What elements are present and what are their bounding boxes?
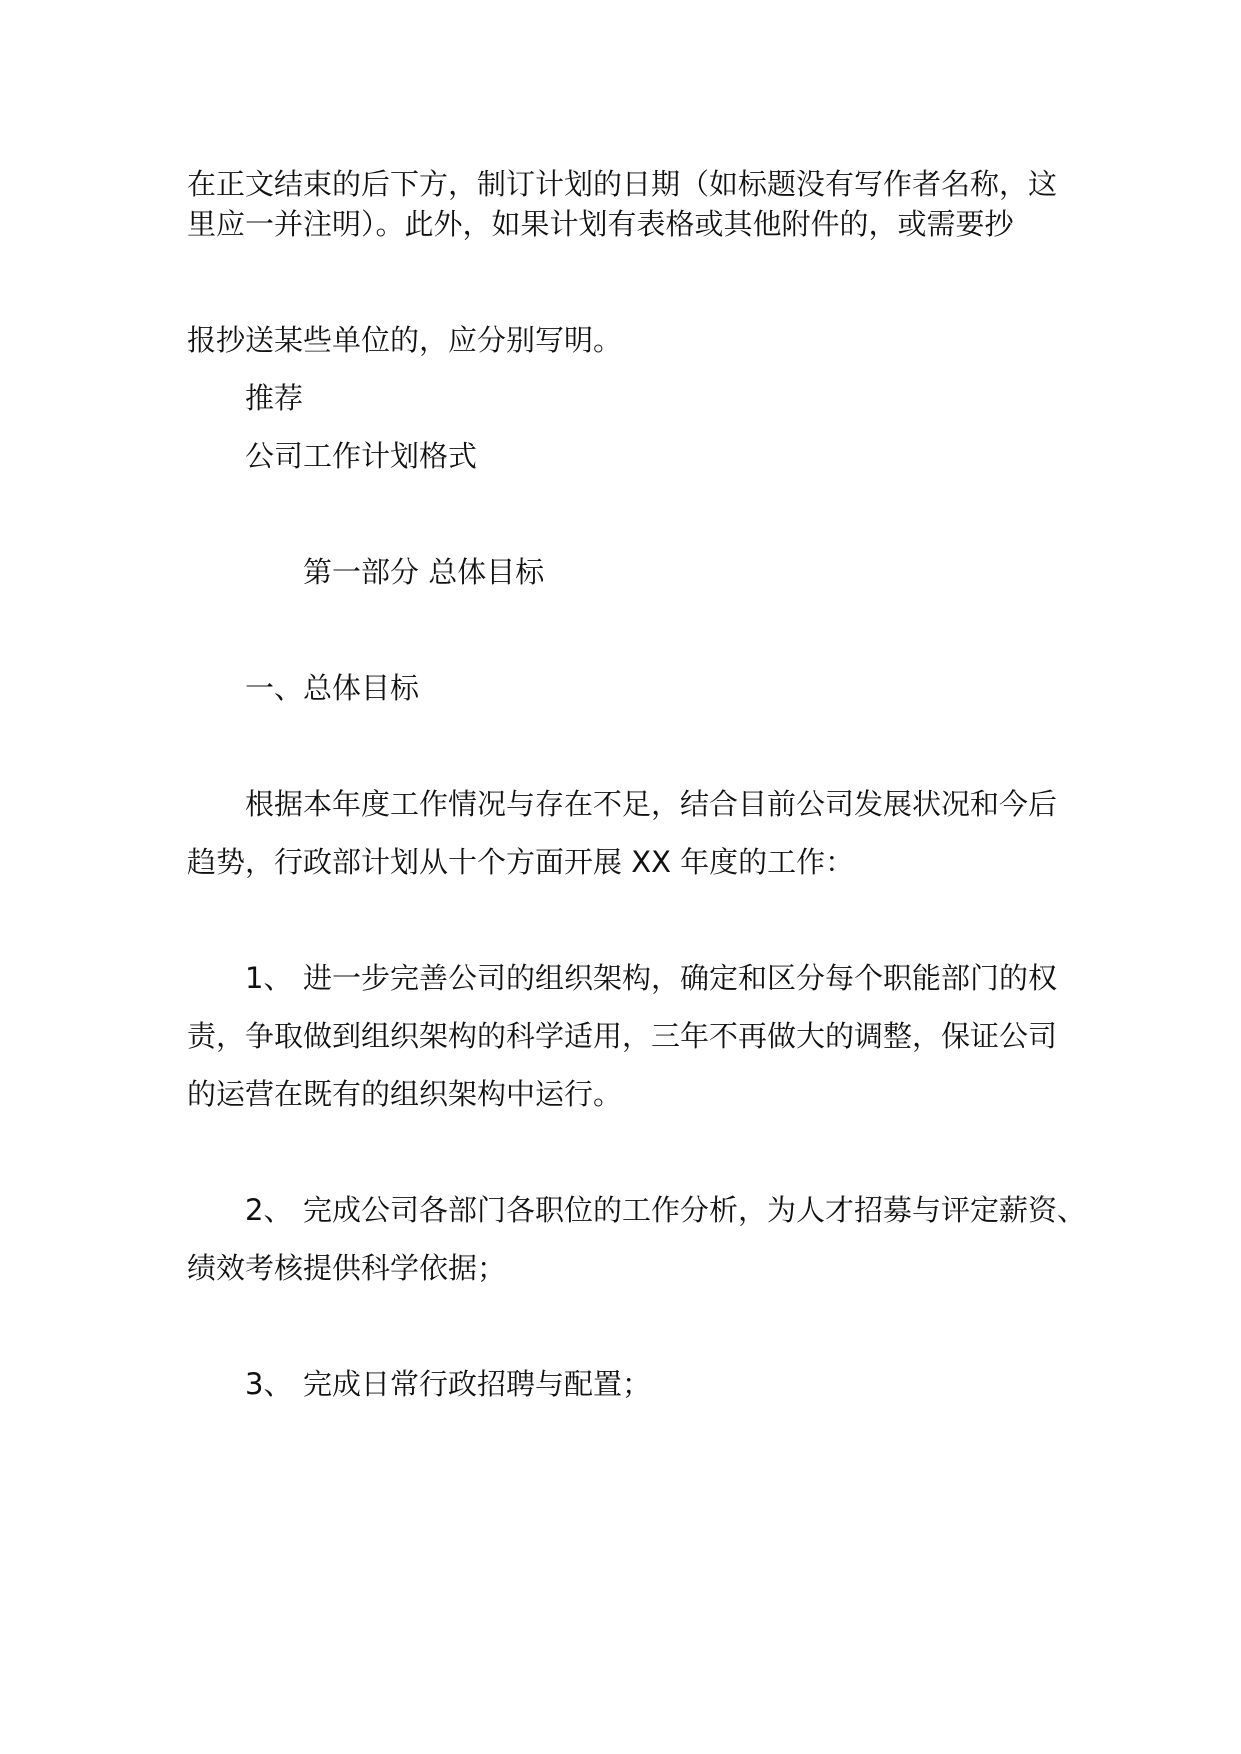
list-item-1 <box>245 958 1057 998</box>
paragraph-line: 报抄送某些单位的，应分别写明。 <box>187 323 623 357</box>
paragraph-line: 在正文结束的后下方，制订计划的日期（如标题没有写作者名称，这 <box>187 167 1058 201</box>
section-heading: 第一部分 总体目标 <box>303 555 545 589</box>
document-title: 公司工作计划格式 <box>245 439 478 473</box>
recommend-label: 推荐 <box>245 381 304 415</box>
paragraph-line: 里应一并注明）。此外，如果计划有表格或其他附件的，或需要抄 <box>187 207 1014 241</box>
list-item-text: 进一步完善公司的组织架构，确定和区分每个职能部门的权 <box>303 961 1058 995</box>
subsection-heading: 一、总体目标 <box>245 671 420 705</box>
list-item-2 <box>245 1190 1086 1230</box>
paragraph-line: 根据本年度工作情况与存在不足，结合目前公司发展状况和今后 <box>245 787 1058 821</box>
list-item-number: 1、 <box>245 961 293 995</box>
list-item-3 <box>245 1364 651 1404</box>
paragraph-line: 绩效考核提供科学依据； <box>187 1251 507 1285</box>
paragraph-line: 责，争取做到组织架构的科学适用，三年不再做大的调整，保证公司 <box>187 1019 1058 1053</box>
list-item-text: 完成公司各部门各职位的工作分析，为人才招募与评定薪资、 <box>303 1193 1087 1227</box>
list-item-text: 完成日常行政招聘与配置； <box>303 1367 652 1401</box>
list-item-number: 2、 <box>245 1193 293 1227</box>
list-item-number: 3、 <box>245 1367 293 1401</box>
paragraph-line: 趋势，行政部计划从十个方面开展 XX 年度的工作： <box>187 845 855 879</box>
paragraph-line: 的运营在既有的组织架构中运行。 <box>187 1077 623 1111</box>
